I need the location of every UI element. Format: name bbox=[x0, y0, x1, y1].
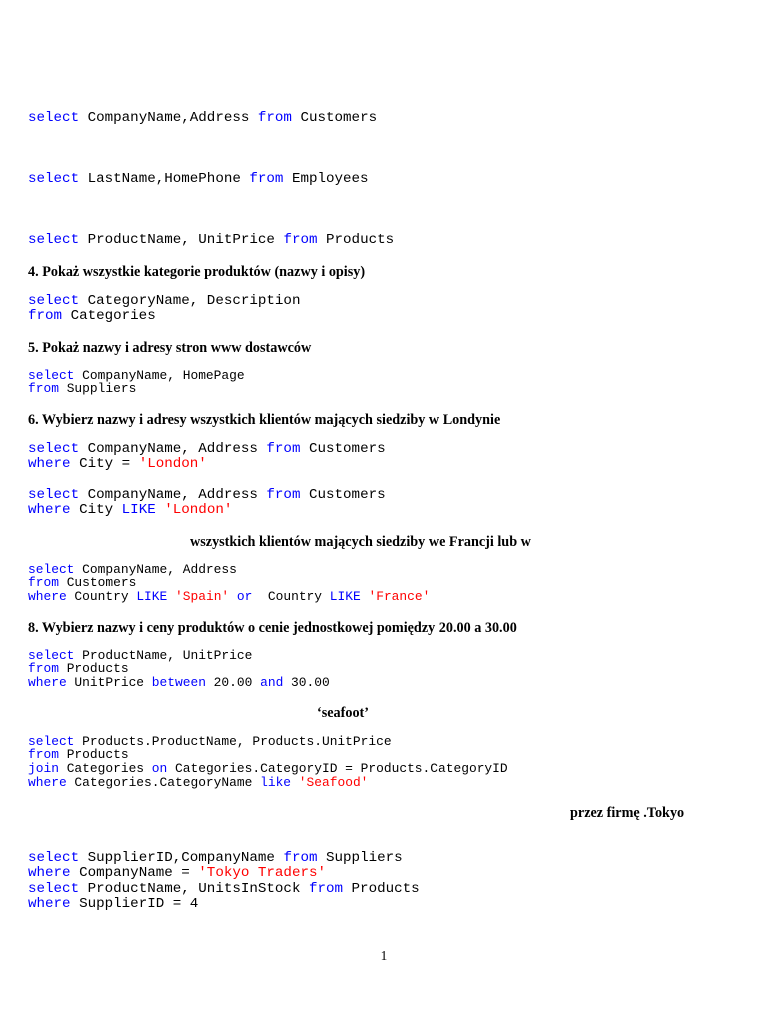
sql-string-literal: 'Tokyo Traders' bbox=[198, 865, 327, 882]
sql-text: Products bbox=[58, 747, 129, 763]
sql-keyword: between bbox=[151, 675, 206, 691]
sql-keyword: select bbox=[28, 850, 80, 866]
sql-query-block bbox=[28, 735, 508, 790]
sql-keyword: and bbox=[260, 675, 284, 691]
sql-query-block bbox=[28, 294, 300, 325]
sql-keyword: select bbox=[28, 367, 75, 383]
sql-keyword: from bbox=[283, 850, 318, 866]
sql-text: CompanyName, HomePage bbox=[74, 367, 245, 383]
sql-query-block bbox=[28, 488, 386, 519]
sql-text: Customers bbox=[58, 575, 137, 591]
exercise-heading: 6. Wybierz nazwy i adresy wszystkich klientów mających siedziby w Londynie bbox=[28, 412, 501, 428]
sql-text: Categories bbox=[58, 761, 152, 777]
sql-string-literal: 'London' bbox=[138, 456, 207, 473]
sql-keyword: LIKE bbox=[329, 589, 361, 605]
sql-text: Suppliers bbox=[317, 850, 403, 866]
sql-text: ProductName, UnitsInStock bbox=[79, 880, 309, 897]
sql-string-literal: 'Seafood' bbox=[298, 774, 369, 790]
sql-keyword: select bbox=[28, 293, 80, 309]
sql-keyword: LIKE bbox=[121, 502, 156, 519]
sql-keyword: select bbox=[28, 441, 80, 457]
sql-query-block bbox=[28, 369, 245, 397]
sql-line bbox=[28, 563, 430, 577]
sql-line bbox=[28, 457, 386, 472]
sql-text: Suppliers bbox=[58, 381, 137, 397]
sql-line bbox=[28, 233, 394, 248]
sql-query-block bbox=[28, 442, 386, 473]
sql-keyword: from bbox=[28, 747, 59, 763]
sql-text: CategoryName, Description bbox=[79, 293, 301, 309]
sql-keyword: select bbox=[28, 561, 75, 577]
sql-line bbox=[28, 111, 377, 126]
sql-text: Products bbox=[317, 232, 395, 248]
sql-text: ProductName, UnitPrice bbox=[79, 232, 284, 248]
sql-string-literal: 'London' bbox=[164, 502, 233, 519]
sql-line bbox=[28, 649, 330, 663]
sql-text: ProductName, UnitPrice bbox=[74, 647, 253, 663]
exercise-heading: 5. Pokaż nazwy i adresy stron www dostawców bbox=[28, 340, 312, 356]
sql-text: SupplierID = 4 bbox=[70, 895, 199, 912]
sql-keyword: from bbox=[308, 880, 344, 897]
sql-line bbox=[28, 897, 420, 912]
sql-query-block bbox=[28, 111, 377, 126]
sql-keyword: select bbox=[28, 232, 80, 248]
sql-keyword: where bbox=[28, 865, 71, 882]
sql-text: CompanyName, Address bbox=[79, 487, 267, 503]
sql-text: Products bbox=[343, 880, 420, 897]
sql-line bbox=[28, 866, 420, 881]
sql-line bbox=[28, 676, 330, 690]
sql-keyword: from bbox=[28, 661, 59, 677]
sql-keyword: select bbox=[28, 733, 75, 749]
sql-text: CompanyName = bbox=[70, 865, 199, 882]
exercise-heading: przez firmę .Tokyo bbox=[570, 805, 685, 821]
sql-text: SupplierID,CompanyName bbox=[79, 850, 284, 866]
sql-text: 20.00 bbox=[205, 675, 261, 691]
sql-text bbox=[291, 775, 299, 790]
sql-keyword: from bbox=[283, 232, 318, 248]
sql-line bbox=[28, 369, 245, 383]
sql-text: City bbox=[70, 502, 122, 519]
sql-text: CompanyName,Address bbox=[79, 110, 258, 126]
exercise-heading: 8. Wybierz nazwy i ceny produktów o cenie jednostkowej pomiędzy 20.00 a 30.00 bbox=[28, 620, 517, 636]
sql-keyword: where bbox=[28, 589, 67, 605]
sql-line bbox=[28, 442, 386, 457]
sql-text: City = bbox=[70, 456, 139, 473]
exercise-heading: ‘seafoot’ bbox=[317, 705, 369, 721]
sql-query-block bbox=[28, 649, 330, 690]
sql-keyword: from bbox=[266, 441, 301, 457]
sql-line bbox=[28, 735, 508, 749]
sql-keyword: select bbox=[28, 487, 80, 503]
sql-text: LastName,HomePhone bbox=[79, 171, 250, 187]
sql-text: Employees bbox=[283, 171, 369, 187]
sql-string-literal: 'France' bbox=[368, 589, 431, 605]
sql-keyword: from bbox=[28, 575, 59, 591]
sql-line bbox=[28, 294, 300, 309]
sql-text bbox=[156, 502, 165, 518]
sql-line bbox=[28, 172, 369, 187]
sql-line bbox=[28, 576, 430, 590]
sql-keyword: or bbox=[236, 589, 253, 605]
sql-keyword: where bbox=[28, 456, 71, 473]
sql-text: Customers bbox=[291, 110, 378, 126]
sql-keyword: like bbox=[260, 774, 292, 790]
sql-keyword: from bbox=[266, 487, 301, 503]
sql-keyword: select bbox=[28, 647, 75, 663]
sql-keyword: where bbox=[28, 774, 67, 790]
sql-text: Customers bbox=[300, 441, 386, 457]
sql-text: Categories bbox=[62, 308, 156, 325]
sql-keyword: LIKE bbox=[136, 589, 168, 605]
sql-text: CompanyName, Address bbox=[74, 561, 237, 577]
sql-text: CompanyName, Address bbox=[79, 441, 267, 457]
sql-line bbox=[28, 382, 245, 396]
sql-line bbox=[28, 851, 420, 866]
sql-text: 30.00 bbox=[283, 675, 330, 691]
sql-query-block bbox=[28, 563, 430, 604]
sql-text bbox=[167, 589, 175, 604]
sql-line bbox=[28, 762, 508, 776]
sql-keyword: join bbox=[28, 761, 59, 777]
sql-text: Products.ProductName, Products.UnitPrice bbox=[74, 733, 392, 749]
exercise-heading: 4. Pokaż wszystkie kategorie produktów (nazwy i opisy) bbox=[28, 264, 366, 280]
sql-keyword: from bbox=[28, 381, 59, 397]
sql-text: UnitPrice bbox=[66, 675, 152, 691]
sql-query-block bbox=[28, 172, 369, 187]
sql-keyword: where bbox=[28, 895, 71, 912]
sql-keyword: on bbox=[151, 761, 168, 777]
sql-text: Country bbox=[66, 589, 137, 605]
sql-keyword: from bbox=[249, 171, 284, 187]
sql-query-block bbox=[28, 851, 420, 912]
sql-query-block bbox=[28, 233, 394, 248]
page-number: 1 bbox=[380, 948, 388, 963]
sql-line bbox=[28, 590, 430, 604]
sql-keyword: where bbox=[28, 675, 67, 691]
sql-line bbox=[28, 776, 508, 790]
sql-line bbox=[28, 488, 386, 503]
sql-line bbox=[28, 882, 420, 897]
sql-string-literal: 'Spain' bbox=[175, 589, 230, 605]
sql-text: Products bbox=[58, 661, 129, 677]
sql-keyword: where bbox=[28, 502, 71, 519]
sql-keyword: select bbox=[28, 171, 80, 187]
sql-line bbox=[28, 662, 330, 676]
sql-line bbox=[28, 309, 300, 324]
sql-text bbox=[229, 589, 237, 604]
sql-line bbox=[28, 748, 508, 762]
sql-text: Country bbox=[252, 589, 330, 605]
sql-text: Categories.CategoryID = Products.CategoryID bbox=[167, 761, 508, 777]
exercise-heading: wszystkich klientów mających siedziby we Francji lub w bbox=[190, 534, 531, 550]
sql-keyword: from bbox=[257, 110, 292, 126]
sql-keyword: from bbox=[28, 308, 63, 325]
sql-text: Categories.CategoryName bbox=[66, 774, 261, 790]
sql-keyword: select bbox=[28, 880, 80, 897]
sql-keyword: select bbox=[28, 110, 80, 126]
sql-line bbox=[28, 503, 386, 518]
sql-text: Customers bbox=[300, 487, 386, 503]
